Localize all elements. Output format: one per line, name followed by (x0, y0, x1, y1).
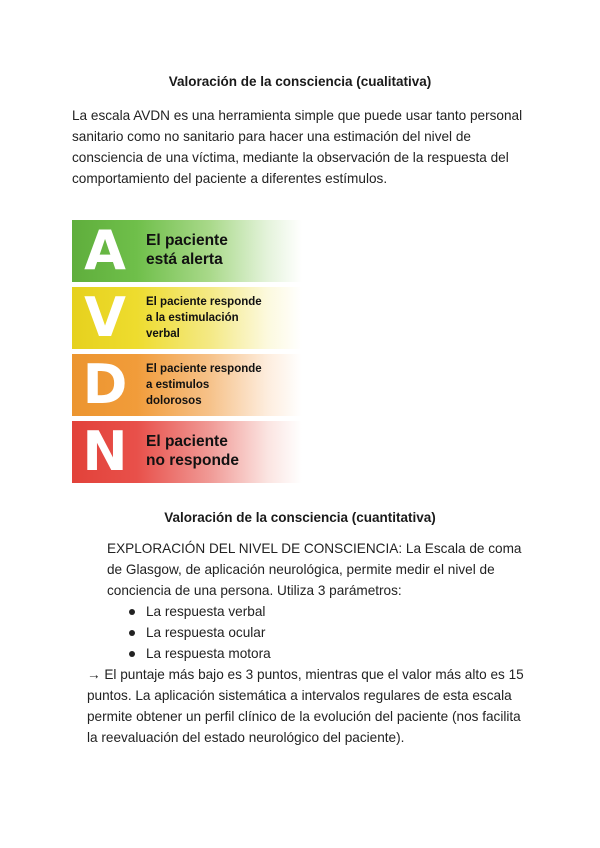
glasgow-intro-paragraph: EXPLORACIÓN DEL NIVEL DE CONSCIENCIA: La Escala de coma de Glasgow, de aplicación neurológica, permite medir el nivel de conciencia de una persona. Utiliza 3 parámetros: (107, 541, 522, 598)
avdn-desc-v-line2: a la estimulación (146, 312, 239, 324)
avdn-row-n (72, 421, 302, 483)
section-title-qualitative: Valoración de la consciencia (cualitativa) (168, 74, 432, 89)
avdn-desc-v-line1: El paciente responde (146, 296, 262, 308)
list-item: La respuesta ocular (129, 622, 527, 643)
avdn-scale-graphic (72, 220, 302, 488)
avdn-desc-n-line1: El paciente (146, 433, 228, 451)
avdn-letter-d: D (82, 353, 128, 416)
avdn-desc-v (138, 294, 262, 342)
list-item: La respuesta verbal (129, 601, 527, 622)
glasgow-conclusion-paragraph: → El puntaje más bajo es 3 puntos, mientras que el valor más alto es 15 puntos. La aplicación sistemática a intervalos regulares de esta escala permite obtener un perfil clínico de la evolución del paciente (nos facilita la reevaluación del estado neurológico del paciente). (87, 667, 524, 745)
avdn-letter-v: V (84, 286, 126, 349)
list-item: La respuesta motora (129, 643, 527, 664)
avdn-desc-v-line3: verbal (146, 328, 180, 340)
section-title-quantitative: Valoración de la consciencia (cuantitativa) (164, 510, 436, 525)
avdn-row-d (72, 354, 302, 416)
avdn-desc-d-line2: a estimulos (146, 379, 210, 391)
avdn-letter-n: N (82, 420, 128, 483)
avdn-desc-a-line1: El paciente (146, 232, 228, 250)
glasgow-parameter-list (107, 601, 527, 664)
avdn-desc-n-line2: no responde (146, 452, 240, 469)
avdn-desc-n (138, 433, 239, 470)
avdn-desc-a (138, 232, 228, 269)
avdn-desc-a-line2: está alerta (146, 251, 223, 268)
avdn-letter-a: A (84, 219, 126, 282)
avdn-desc-d (138, 361, 262, 409)
avdn-row-v (72, 287, 302, 349)
avdn-row-a (72, 220, 302, 282)
avdn-desc-d-line3: dolorosos (146, 395, 202, 407)
avdn-desc-d-line1: El paciente responde (146, 363, 262, 375)
avdn-intro-paragraph: La escala AVDN es una herramienta simple que puede usar tanto personal sanitario como no sanitario para hacer una estimación del nivel de consciencia de una víctima, mediante la observación de la respuesta del comportamiento del paciente a diferentes estímulos. (72, 108, 523, 186)
glasgow-section (87, 538, 527, 748)
